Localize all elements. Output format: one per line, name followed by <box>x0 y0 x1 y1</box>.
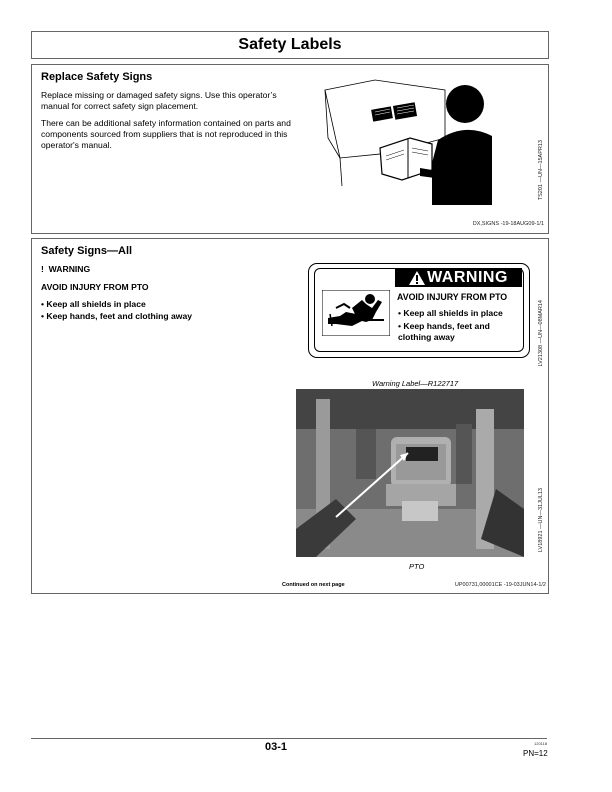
bullet-list <box>41 299 192 321</box>
paragraph: Replace missing or damaged safety signs. Use this operator’s manual for correct safety sign placement. <box>41 90 277 111</box>
label-bullet: • Keep hands, feet and clothing away <box>398 321 490 342</box>
list-item: • Keep all shields in place <box>41 299 146 309</box>
pto-photo <box>296 389 524 557</box>
section-heading: Replace Safety Signs <box>41 71 153 83</box>
section-heading: Safety Signs—All <box>41 245 133 257</box>
reference-code: DX,SIGNS -19-18AUG09-1/1 <box>472 221 544 227</box>
warning-triangle-icon <box>409 271 425 285</box>
subheading: AVOID INJURY FROM PTO <box>41 282 149 292</box>
photo-caption: PTO <box>409 562 425 571</box>
photo-caption: Warning Label—R122717 <box>372 379 459 388</box>
footer-divider <box>31 738 547 739</box>
page-title: Safety Labels <box>238 36 342 53</box>
label-code: LV21308 —UN—08MAR14 <box>538 300 544 367</box>
warning-signal-word: WARNING <box>427 268 508 286</box>
continued-note: Continued on next page <box>282 582 345 588</box>
warning-symbol: ! <box>41 264 44 274</box>
pto-entanglement-pictogram <box>322 290 390 336</box>
photo-code: LV18921 —UN—31JUL13 <box>538 488 544 553</box>
page-number: 03-1 <box>265 741 288 753</box>
paragraph: There can be additional safety information contained on parts and components sourced from suppliers that is not reproduced in this operator's manual. <box>41 118 291 150</box>
figure-code: TS201 —UN—15APR13 <box>538 140 544 201</box>
person-reading-manual-illustration <box>320 78 520 208</box>
warning-line <box>41 264 90 274</box>
label-heading: AVOID INJURY FROM PTO <box>397 292 508 302</box>
list-item: • Keep hands, feet and clothing away <box>41 311 193 321</box>
warning-word: WARNING <box>48 264 91 274</box>
label-bullet: • Keep all shields in place <box>398 308 503 318</box>
pn-label: PN=12 <box>523 749 548 758</box>
warning-label-header <box>395 268 522 287</box>
reference-code: UP00731,00001CE -19-03JUN14-1/2 <box>454 582 546 588</box>
small-code: 120118 <box>534 741 548 746</box>
